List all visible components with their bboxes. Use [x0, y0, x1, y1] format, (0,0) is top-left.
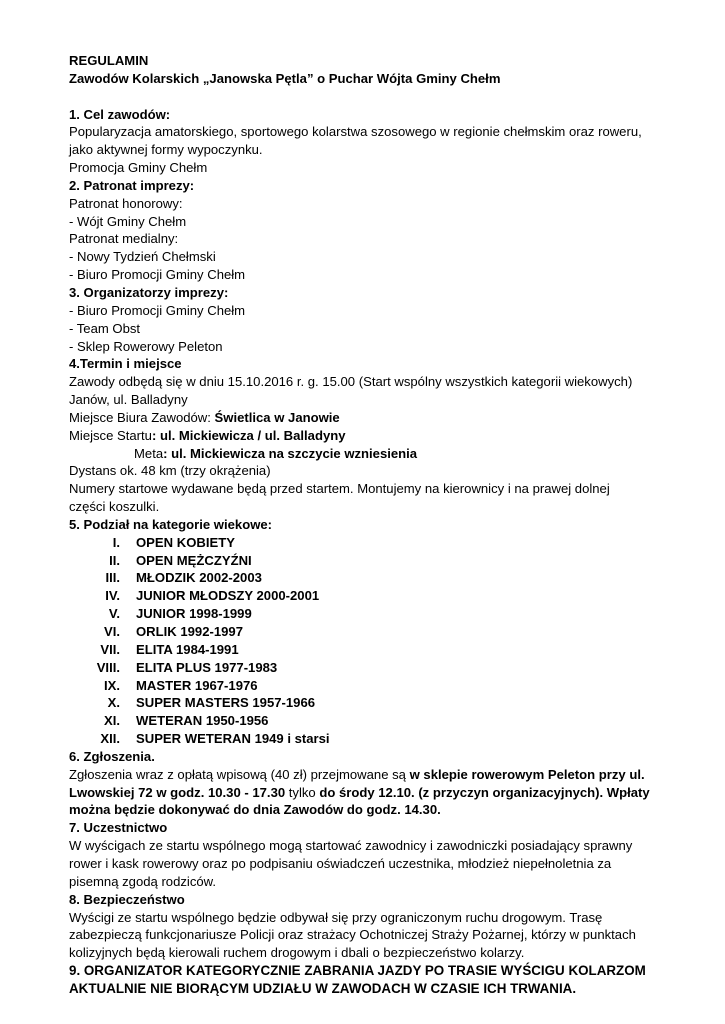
- section-7-heading: 7. Uczestnictwo: [69, 820, 168, 836]
- section-5-heading: 5. Podział na kategorie wiekowe:: [69, 516, 273, 532]
- category-number: V.: [108, 606, 120, 622]
- section-2-text: Patronat medialny:: [69, 231, 179, 247]
- section-9-text: AKTUALNIE NIE BIORĄCYM UDZIAŁU W ZAWODACH W CZASIE ICH TRWANIA.: [69, 980, 577, 996]
- spacer: [69, 88, 675, 106]
- category-item: [69, 712, 675, 730]
- meta-value: : ul. Mickiewicza na szczycie wzniesienia: [163, 445, 418, 461]
- category-item: [69, 569, 675, 587]
- section-4-heading: 4.Termin i miejsce: [69, 356, 182, 372]
- category-number: III.: [105, 570, 120, 586]
- category-name: SUPER MASTERS 1957-1966: [136, 695, 316, 711]
- category-number: VI.: [103, 624, 120, 639]
- start-label: Miejsce Startu: [69, 427, 152, 443]
- section-3-text: - Biuro Promocji Gminy Chełm: [69, 302, 246, 318]
- section-7-text: pisemną zgodą rodziców.: [69, 873, 217, 889]
- section-1-text: Promocja Gminy Chełm: [69, 160, 208, 176]
- category-item: [69, 605, 675, 623]
- category-name: JUNIOR 1998-1999: [136, 606, 252, 622]
- section-8-text: Wyścigi ze startu wspólnego będzie odbywał się przy ograniczonym ruchu drogowym. Trasę: [69, 909, 603, 925]
- section-4-text: Zawody odbędą się w dniu 15.10.2016 r. g. 15.00 (Start wspólny wszystkich kategorii wiekowych): [69, 374, 633, 390]
- category-number: VIII.: [96, 659, 120, 675]
- category-name: MASTER 1967-1976: [136, 677, 258, 693]
- category-name: WETERAN 1950-1956: [136, 713, 269, 729]
- section-4-text: Numery startowe wydawane będą przed startem. Montujemy na kierownicy i na prawej dolnej: [69, 481, 610, 497]
- category-item: [69, 623, 675, 641]
- doc-title: REGULAMIN: [69, 53, 149, 68]
- category-number: IX.: [103, 677, 120, 693]
- section-4-text: Janów, ul. Balladyny: [69, 392, 188, 408]
- category-number: VII.: [100, 641, 120, 657]
- text-normal: Zgłoszenia wraz z opłatą wpisową (40 zł) przejmowane są: [69, 766, 410, 782]
- category-number: I.: [112, 534, 120, 550]
- section-1-heading: 1. Cel zawodów:: [69, 106, 171, 122]
- text-normal: tylko: [285, 784, 320, 800]
- start-value: : ul. Mickiewicza / ul. Balladyny: [151, 427, 346, 443]
- section-4-meta: [69, 445, 675, 463]
- section-2-heading: 2. Patronat imprezy:: [69, 177, 195, 193]
- category-item: [69, 641, 675, 659]
- category-name: OPEN MĘŻCZYŹNI: [136, 552, 252, 568]
- section-1-text: jako aktywnej formy wypoczynku.: [69, 142, 263, 158]
- category-name: MŁODZIK 2002-2003: [136, 570, 262, 586]
- section-4-text: Dystans ok. 48 km (trzy okrążenia): [69, 463, 271, 479]
- text-bold: w sklepie rowerowym Peleton przy ul.: [409, 766, 645, 782]
- section-2-text: Patronat honorowy:: [69, 195, 183, 211]
- category-name: ELITA 1984-1991: [136, 641, 239, 657]
- section-8-text: kolizyjnych będą kierowali ruchem drogowym i dbali o bezpieczeństwo kolarzy.: [69, 945, 525, 961]
- section-3-text: - Sklep Rowerowy Peleton: [69, 338, 223, 354]
- section-8-text: zabezpieczą funkcjonariusze Policji oraz strażacy Ochotniczej Straży Pożarnej, którzy w punktach: [69, 927, 636, 943]
- section-7-text: rower i kask rowerowy oraz po podpisaniu oświadczeń uczestnika, młodzież niepełnoletnia za: [69, 855, 612, 871]
- section-2-text: - Biuro Promocji Gminy Chełm: [69, 267, 246, 283]
- section-3-heading: 3. Organizatorzy imprezy:: [69, 284, 229, 300]
- category-item: [69, 730, 675, 748]
- category-name: JUNIOR MŁODSZY 2000-2001: [136, 588, 320, 604]
- section-9-text: 9. ORGANIZATOR KATEGORYCZNIE ZABRANIA JAZDY PO TRASIE WYŚCIGU KOLARZOM: [69, 963, 646, 979]
- category-name: ORLIK 1992-1997: [136, 624, 243, 639]
- category-number: XI.: [103, 713, 120, 729]
- section-4-start: [69, 427, 675, 445]
- category-item: [69, 534, 675, 552]
- category-item: [69, 587, 675, 605]
- category-item: [69, 552, 675, 570]
- category-number: X.: [107, 695, 120, 711]
- section-6-text: [69, 784, 675, 802]
- text-bold: do środy 12.10. (z przyczyn organizacyjnych). Wpłaty: [319, 784, 650, 800]
- category-item: [69, 677, 675, 695]
- section-4-biuro: [69, 409, 675, 427]
- section-3-text: - Team Obst: [69, 320, 141, 336]
- category-number: IV.: [105, 588, 120, 604]
- meta-label: Meta: [134, 445, 164, 461]
- doc-subtitle: Zawodów Kolarskich „Janowska Pętla” o Puchar Wójta Gminy Chełm: [69, 70, 501, 86]
- section-2-text: - Wójt Gminy Chełm: [69, 213, 187, 229]
- section-8-heading: 8. Bezpieczeństwo: [69, 891, 185, 907]
- category-item: [69, 694, 675, 712]
- category-item: [69, 659, 675, 677]
- category-name: SUPER WETERAN 1949 i starsi: [136, 731, 330, 747]
- category-number: II.: [109, 552, 120, 568]
- section-6-heading: 6. Zgłoszenia.: [69, 748, 155, 764]
- section-1-text: Popularyzacja amatorskiego, sportowego kolarstwa szosowego w regionie chełmskim oraz roweru,: [69, 124, 642, 140]
- section-6-text: [69, 766, 675, 784]
- biuro-label: Miejsce Biura Zawodów:: [69, 409, 215, 425]
- section-2-text: - Nowy Tydzień Chełmski: [69, 249, 216, 265]
- biuro-value: Świetlica w Janowie: [214, 409, 340, 425]
- category-name: OPEN KOBIETY: [136, 534, 235, 550]
- section-7-text: W wyścigach ze startu wspólnego mogą startować zawodnicy i zawodniczki posiadający sprawny: [69, 838, 633, 854]
- category-number: XII.: [100, 731, 120, 747]
- section-6-text: można będzie dokonywać do dnia Zawodów do godz. 14.30.: [69, 802, 441, 818]
- text-bold: Lwowskiej 72 w godz. 10.30 - 17.30: [69, 784, 286, 800]
- section-4-text: części koszulki.: [69, 499, 160, 515]
- category-name: ELITA PLUS 1977-1983: [136, 659, 278, 675]
